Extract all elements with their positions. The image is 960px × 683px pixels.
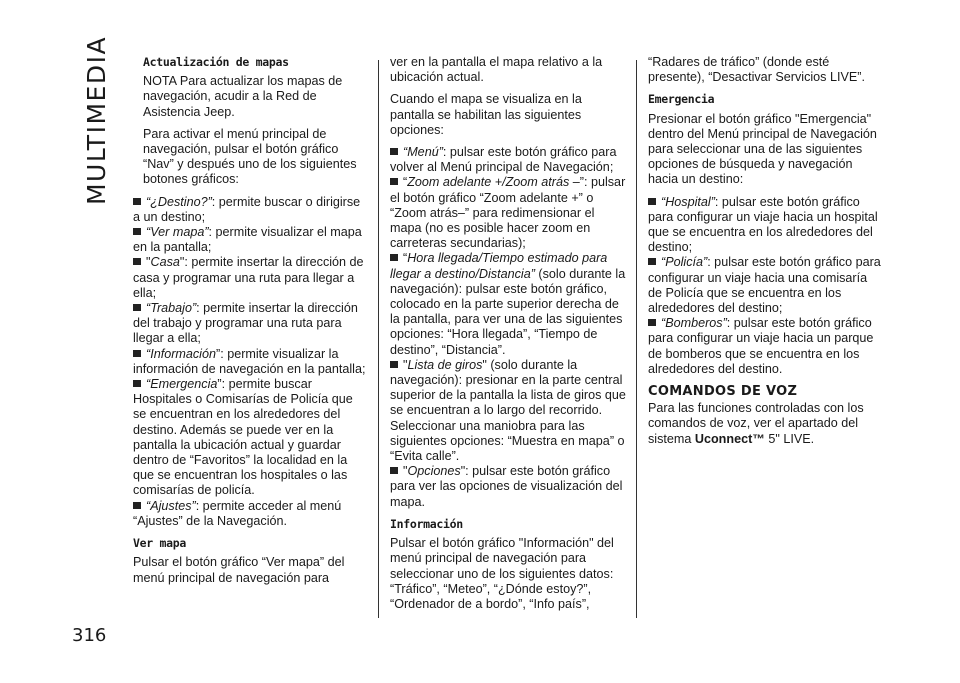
continued-paragraph: “Radares de tráfico” (donde esté presente), “Desactivar Servicios LIVE”. [648,55,865,85]
heading-view-map: Ver mapa [133,536,186,551]
list-item: “Menú”: pulsar este botón gráfico para volver al Menú principal de Navegación; [390,145,617,175]
heading-map-update: Actualización de mapas [143,55,289,69]
bullet-square-icon [390,254,398,261]
list-item: “Emergencia”: permite buscar Hospitales o Comisarías de Policía que se encuentran en los alrededores del destino. Además se puede ver en la pantalla la ubicación actual y guardar dentro de “Favoritos” la localidad en la que se encuentran los hospitales o las comisarías de policía. [133,377,353,498]
text-column-1 [133,55,369,593]
list-item: "Lista de giros" (solo durante la navegación): presionar en la parte central superior de la pantalla la lista de giros que se encuentran a lo largo del recorrido. Seleccionar una maniobra para las siguientes opciones: “Muestra en mapa” o “Evita calle”. [390,357,626,464]
heading-emergency: Emergencia [648,92,715,107]
text-column-2 [390,55,626,619]
bullet-square-icon [133,228,141,235]
list-item: “Zoom adelante +/Zoom atrás –”: pulsar el botón gráfico “Zoom adelante +” o “Zoom atrás–” para redimensionar el mapa (no es posible hacer zoom en carreteras secundarias); [390,175,626,251]
emergency-paragraph: Presionar el botón gráfico "Emergencia" dentro del Menú principal de Navegación para seleccionar una de las siguientes opciones de búsqueda y navegación hacia un destino: [648,111,877,187]
bullet-square-icon [648,319,656,326]
bullet-square-icon [133,502,141,509]
bullet-square-icon [133,350,141,357]
bullet-square-icon [133,380,141,387]
bullet-square-icon [390,148,398,155]
view-map-paragraph: Pulsar el botón gráfico “Ver mapa” del menú principal de navegación para [133,555,345,585]
note-paragraph: NOTA Para actualizar los mapas de navegación, acudir a la Red de Asistencia Jeep. [143,74,343,119]
list-item: “Hospital”: pulsar este botón gráfico para configurar un viaje hacia un hospital que se encuentra en los alrededores del destino; [648,194,878,255]
bullet-square-icon [133,304,141,311]
list-item: “Ajustes”: permite acceder al menú “Ajustes” de la Navegación. [133,498,342,528]
list-item: “¿Destino?”: permite buscar o dirigirse a un destino; [133,194,361,224]
intro-paragraph: Para activar el menú principal de navegación, pulsar el botón gráfico “Nav” y después uno de los siguientes botones gráficos: [143,126,357,187]
page-number: 316 [72,625,107,646]
list-item: “Información”: permite visualizar la información de navegación en la pantalla; [133,346,366,376]
list-item: “Bomberos”: pulsar este botón gráfico para configurar un viaje hacia un parque de bomberos que se encuentra en los alrededores del destino. [648,316,874,376]
section-side-title: MULTIMEDIA [82,35,112,205]
bullet-square-icon [133,258,141,265]
bullet-square-icon [648,198,656,205]
information-paragraph: Pulsar el botón gráfico "Información" del menú principal de navegación para seleccionar uno de los siguientes datos: “Tráfico”, “Meteo”, “¿Dónde estoy?”, “Ordenador de a bordo”, “Info país”, [390,536,614,611]
list-item: “Trabajo”: permite insertar la dirección del trabajo y programar una ruta para llegar a ella; [133,301,358,346]
heading-information: Información [390,516,463,531]
list-item: "Casa": permite insertar la dirección de casa y programar una ruta para llegar a ella; [133,255,364,300]
bullet-square-icon [648,258,656,265]
bullet-square-icon [390,361,398,368]
continued-paragraph: ver en la pantalla el mapa relativo a la ubicación actual. [390,55,603,85]
column-divider [636,60,637,618]
list-item: “Hora llegada/Tiempo estimado para llegar a destino/Distancia” (solo durante la navegación): pulsar este botón gráfico, colocado en la parte superior derecha de la pantalla, para ver una de las siguientes opciones: “Hora llegada”, “Tiempo de destino”, “Distancia”. [390,251,626,357]
heading-voice-commands: COMANDOS DE VOZ [648,384,798,400]
voice-commands-paragraph: Para las funciones controladas con los comandos de voz, ver el apartado del sistema Uconnect™ 5" LIVE. [648,401,864,446]
options-intro-paragraph: Cuando el mapa se visualiza en la pantalla se habilitan las siguientes opciones: [390,92,582,137]
list-item: "Opciones": pulsar este botón gráfico para ver las opciones de visualización del mapa. [390,464,623,509]
bullet-square-icon [133,198,141,205]
text-column-3 [648,55,884,454]
bullet-square-icon [390,178,398,185]
list-item: “Policía”: pulsar este botón gráfico para configurar un viaje hacia una comisaría de Policía que se encuentra en los alrededores del destino; [648,255,881,316]
column-divider [378,60,379,618]
bullet-square-icon [390,467,398,474]
list-item: “Ver mapa”: permite visualizar el mapa en la pantalla; [133,225,362,255]
